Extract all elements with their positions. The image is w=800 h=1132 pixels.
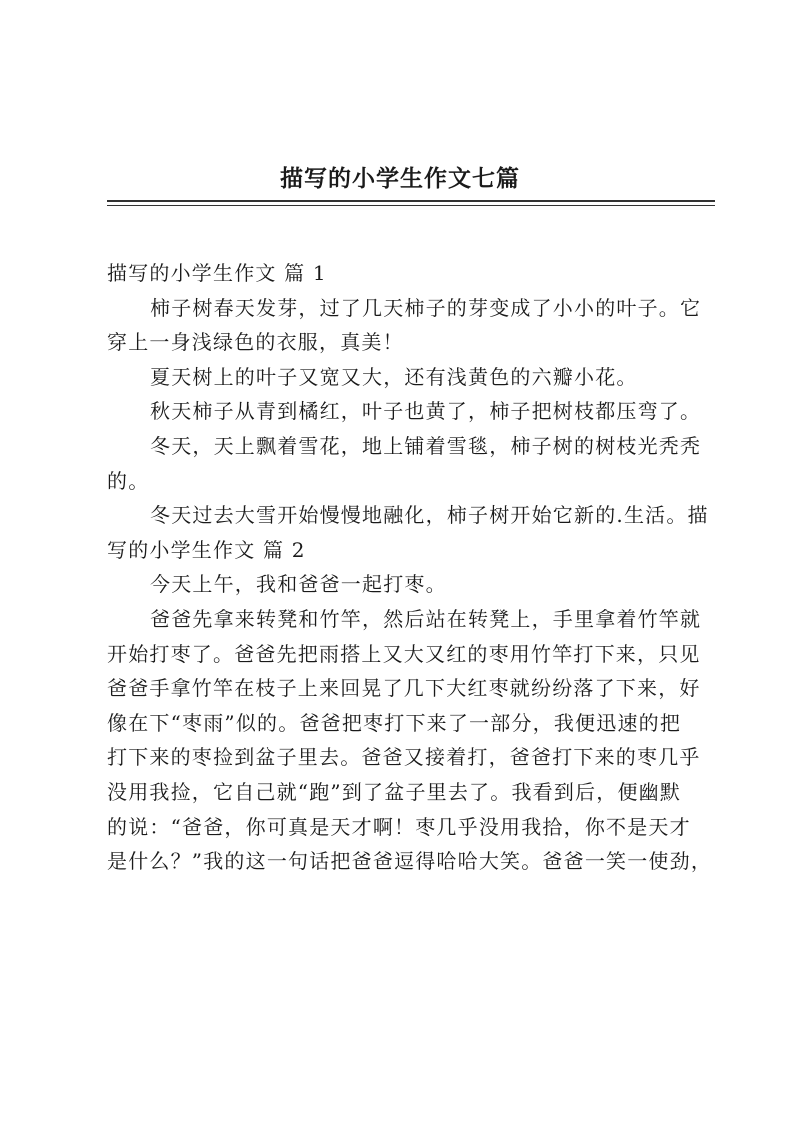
text-line: 冬天，天上飘着雪花，地上铺着雪毯，柿子树的树枝光秃秃	[150, 433, 702, 458]
text-line: 的。	[107, 468, 150, 493]
text-line: 穿上一身浅绿色的衣服，真美！	[107, 330, 404, 355]
text-line: 夏天树上的叶子又宽又大，还有浅黄色的六瓣小花。	[150, 364, 638, 389]
text-line: 写的小学生作文 篇 2	[107, 537, 306, 562]
text-line: 开始打枣了。爸爸先把雨搭上又大又红的枣用竹竿打下来，只见	[107, 641, 701, 666]
title-divider-thin	[107, 205, 715, 206]
text-line: 是什么？”我的这一句话把爸爸逗得哈哈大笑。爸爸一笑一使劲，	[107, 849, 713, 874]
text-line: 柿子树春天发芽，过了几天柿子的芽变成了小小的叶子。它	[150, 295, 702, 320]
text-line: 描写的小学生作文 篇 1	[107, 261, 327, 285]
text-line: 爸爸手拿竹竿在枝子上来回晃了几下大红枣就纷纷落了下来，好	[107, 676, 701, 701]
text-line: 秋天柿子从青到橘红，叶子也黄了，柿子把树枝都压弯了。	[150, 399, 702, 424]
text-line: 打下来的枣捡到盆子里去。爸爸又接着打，爸爸打下来的枣几乎	[107, 745, 701, 770]
text-line: 像在下“枣雨”似的。爸爸把枣打下来了一部分，我便迅速的把	[107, 710, 682, 735]
text-line: 今天上午，我和爸爸一起打枣。	[150, 572, 447, 597]
text-line: 的说：“爸爸，你可真是天才啊！枣几乎没用我拾，你不是天才	[107, 814, 691, 839]
text-line: 冬天过去大雪开始慢慢地融化，柿子树开始它新的.生活。描	[150, 503, 709, 528]
article-body	[107, 256, 717, 879]
title-divider-thick	[107, 200, 715, 202]
text-line: 爸爸先拿来转凳和竹竿，然后站在转凳上，手里拿着竹竿就	[150, 606, 702, 631]
page-title: 描写的小学生作文七篇	[280, 165, 520, 192]
text-line: 没用我捡，它自己就“跑”到了盆子里去了。我看到后，便幽默	[107, 779, 682, 804]
